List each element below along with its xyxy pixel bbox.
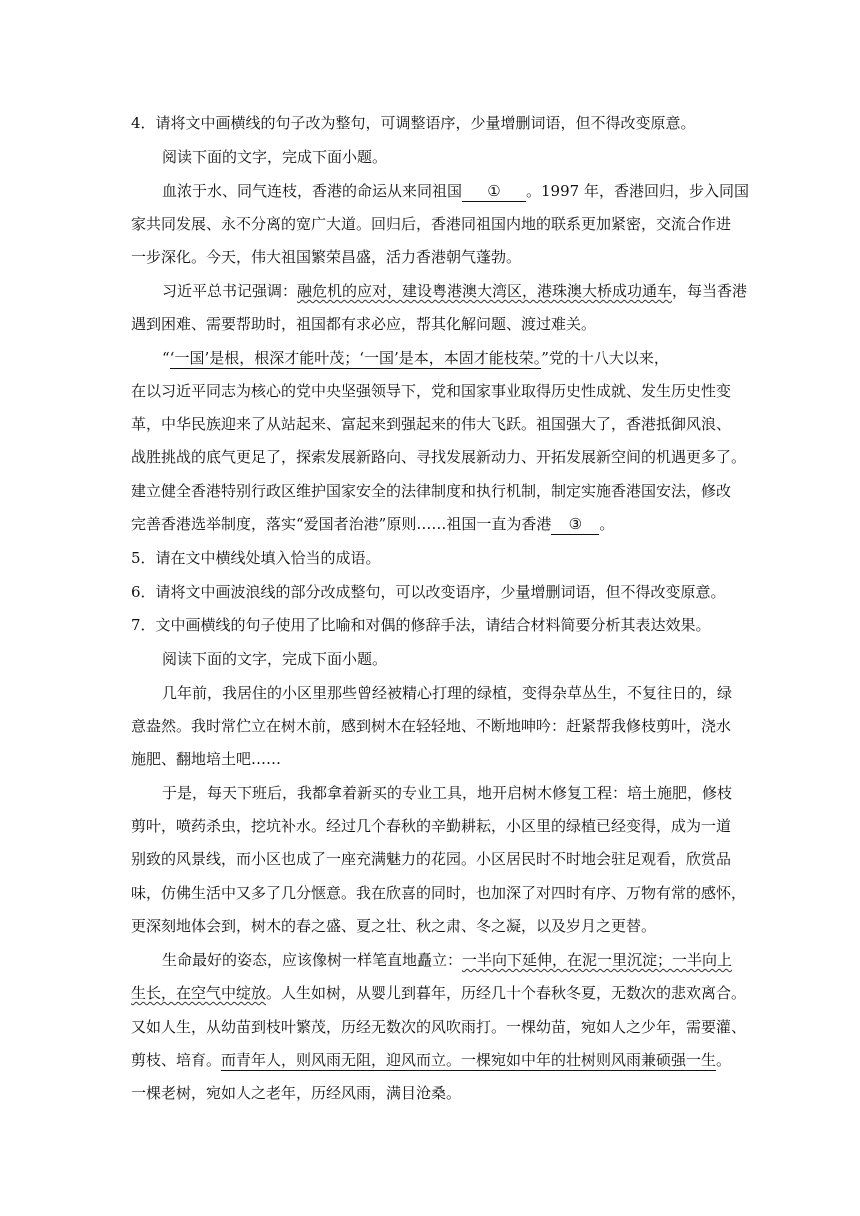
question-7: 7．文中画横线的句子使用了比喻和对偶的修辞手法，请结合材料简要分析其表达效果。 <box>131 616 711 634</box>
passage1-para3-line1: “‘一国’是根，根深才能叶茂；‘一国’是本，本固才能枝荣。”党的十八大以来， <box>162 349 669 367</box>
passage1-para1-line2: 家共同发展、永不分离的宽广大道。回归后，香港同祖国内地的联系更加紧密，交流合作进 <box>131 215 732 233</box>
answer-blank-3: ③ <box>551 514 599 535</box>
passage2-para2-line3: 别致的风景线，而小区也成了一座充满魅力的花园。小区居民时不时地会驻足观看，欣赏品 <box>131 850 732 868</box>
reading-intro-2: 阅读下面的文字，完成下面小题。 <box>162 650 388 668</box>
answer-blank-1: ① <box>462 181 526 202</box>
underlined-sentence: 而青年人，则风雨无阻，迎风而立。一棵宛如中年的壮树则风雨兼硕强一生 <box>221 1051 717 1069</box>
passage2-para1-line2: 意盎然。我时常伫立在树木前，感到树木在轻轻地、不断地呻吟：赶紧帮我修枝剪叶，浇水 <box>131 717 732 735</box>
passage1-para3-line4: 战胜挑战的底气更足了，探索发展新路向、寻找发展新动力、开拓发展新空间的机遇更多了。 <box>131 448 747 466</box>
question-4: 4．请将文中画横线的句子改为整句，可调整语序，少量增删词语，但不得改变原意。 <box>131 114 696 132</box>
passage2-para2-line2: 剪叶，喷药杀虫，挖坑补水。经过几个春秋的辛勤耕耘，小区里的绿植已经变得，成为一道 <box>131 817 732 835</box>
wavy-underlined-text: 生长，在空气中绽放 <box>131 984 267 1002</box>
passage1-para2-line2: 遇到困难、需要帮助时，祖国都有求必应，帮其化解问题、渡过难关。 <box>131 315 597 333</box>
passage1-para3-line5: 建立健全香港特别行政区维护国家安全的法律制度和执行机制，制定实施香港国安法，修改 <box>131 482 732 500</box>
passage1-para1-line3: 一步深化。今天，伟大祖国繁荣昌盛，活力香港朝气蓬勃。 <box>131 248 522 266</box>
question-6: 6．请将文中画波浪线的部分改成整句，可以改变语序，少量增删词语，但不得改变原意。 <box>131 583 726 601</box>
passage2-para3-line5: 一棵老树，宛如人之老年，历经风雨，满目沧桑。 <box>131 1084 462 1102</box>
passage2-para3-line1: 生命最好的姿态，应该像树一样笔直地矗立：一半向下延伸，在泥一里沉淀；一半向上 <box>162 951 733 969</box>
passage1-para2-line1: 习近平总书记强调：融危机的应对，建设粤港澳大湾区，港珠澳大桥成功通车，每当香港 <box>162 282 748 300</box>
passage2-para2-line1: 于是，每天下班后，我都拿着新买的专业工具，地开启树木修复工程：培土施肥，修枝 <box>162 784 733 802</box>
wavy-underlined-text: 一半向下延伸，在泥一里沉淀；一半向上 <box>462 951 733 969</box>
passage2-para2-line4: 味，仿佛生活中又多了几分惬意。我在欣喜的同时，也加深了对四时有序、万物有常的感怀， <box>131 884 747 902</box>
question-5: 5．请在文中横线处填入恰当的成语。 <box>131 549 381 567</box>
passage2-para1-line3: 施肥、翻地培土吧…… <box>131 750 282 768</box>
passage1-para3-line6: 完善香港选举制度，落实“爱国者治港”原则……祖国一直为香港 ③ 。 <box>131 515 615 533</box>
passage2-para3-line4: 剪枝、培育。而青年人，则风雨无阻，迎风而立。一棵宛如中年的壮树则风雨兼硕强一生。 <box>131 1051 732 1069</box>
passage1-para3-line3: 革，中华民族迎来了从站起来、富起来到强起来的伟大飞跃。祖国强大了，香港抵御风浪、 <box>131 415 732 433</box>
passage2-para3-line2: 生长，在空气中绽放。人生如树，从婴儿到暮年，历经几十个春秋冬夏，无数次的悲欢离合。 <box>131 984 747 1002</box>
reading-intro-1: 阅读下面的文字，完成下面小题。 <box>162 148 388 166</box>
passage2-para2-line5: 更深刻地体会到，树木的春之盛、夏之壮、秋之肃、冬之凝，以及岁月之更替。 <box>131 917 657 935</box>
passage2-para1-line1: 几年前，我居住的小区里那些曾经被精心打理的绿植，变得杂草丛生，不复往日的，绿 <box>162 684 733 702</box>
wavy-underlined-text: 融危机的应对，建设粤港澳大湾区，港珠澳大桥成功通车 <box>297 282 673 300</box>
passage1-para1-line1: 血浓于水、同气连枝，香港的命运从来同祖国 ① 。1997 年，香港回归，步入同国 <box>162 182 749 200</box>
underlined-sentence: ‘一国’是根，根深才能叶茂；‘一国’是本，本固才能枝荣。 <box>169 349 542 367</box>
passage1-para3-line2: 在以习近平同志为核心的党中央坚强领导下，党和国家事业取得历史性成就、发生历史性变 <box>131 382 732 400</box>
passage2-para3-line3: 又如人生，从幼苗到枝叶繁茂，历经无数次的风吹雨打。一棵幼苗，宛如人之少年，需要灌、 <box>131 1018 747 1036</box>
